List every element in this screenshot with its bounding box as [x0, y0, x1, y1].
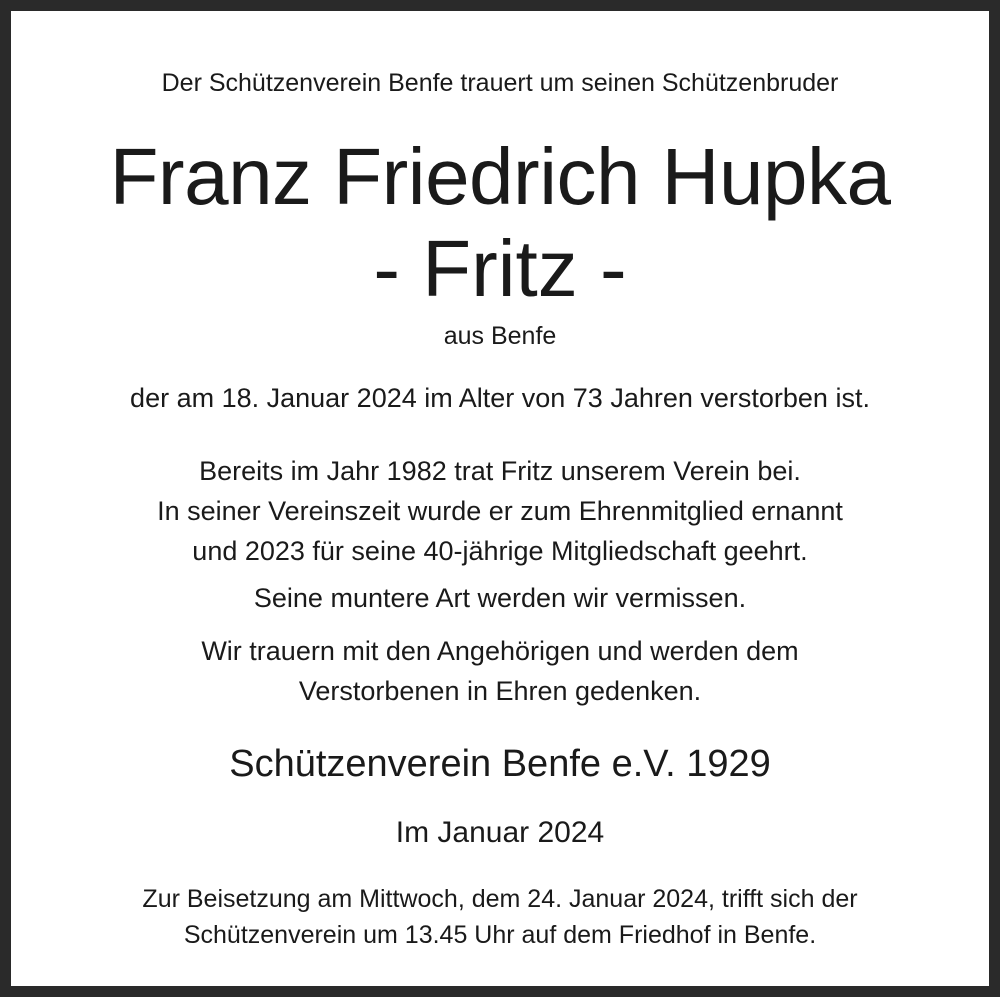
club-signature: Schützenverein Benfe e.V. 1929	[229, 743, 771, 785]
intro-line: Der Schützenverein Benfe trauert um seinen Schützenbruder	[161, 69, 839, 97]
funeral-info	[11, 881, 989, 953]
death-line: der am 18. Januar 2024 im Alter von 73 Jahren verstorben ist.	[130, 383, 870, 413]
miss-line: Seine muntere Art werden wir vermissen.	[253, 583, 747, 613]
deceased-nickname: - Fritz -	[373, 224, 627, 313]
deceased-name: Franz Friedrich Hupka	[109, 132, 891, 221]
mourning-line-1: Wir trauern mit den Angehörigen und werden dem	[201, 636, 799, 666]
funeral-line-2: Schützenverein um 13.45 Uhr auf dem Friedhof in Benfe.	[183, 921, 817, 949]
biography-line-1: Bereits im Jahr 1982 trat Fritz unserem Verein bei.	[199, 456, 801, 486]
deceased-origin: aus Benfe	[443, 322, 557, 350]
funeral-line-1: Zur Beisetzung am Mittwoch, dem 24. Januar 2024, trifft sich der	[142, 885, 858, 913]
biography-line-3: und 2023 für seine 40-jährige Mitgliedschaft geehrt.	[192, 536, 808, 566]
biography-line-2: In seiner Vereinszeit wurde er zum Ehrenmitglied ernannt	[157, 496, 843, 526]
mourning-line-2: Verstorbenen in Ehren gedenken.	[298, 676, 702, 706]
biography-paragraph	[11, 451, 989, 571]
mourning-paragraph	[11, 631, 989, 711]
notice-date: Im Januar 2024	[395, 816, 605, 849]
